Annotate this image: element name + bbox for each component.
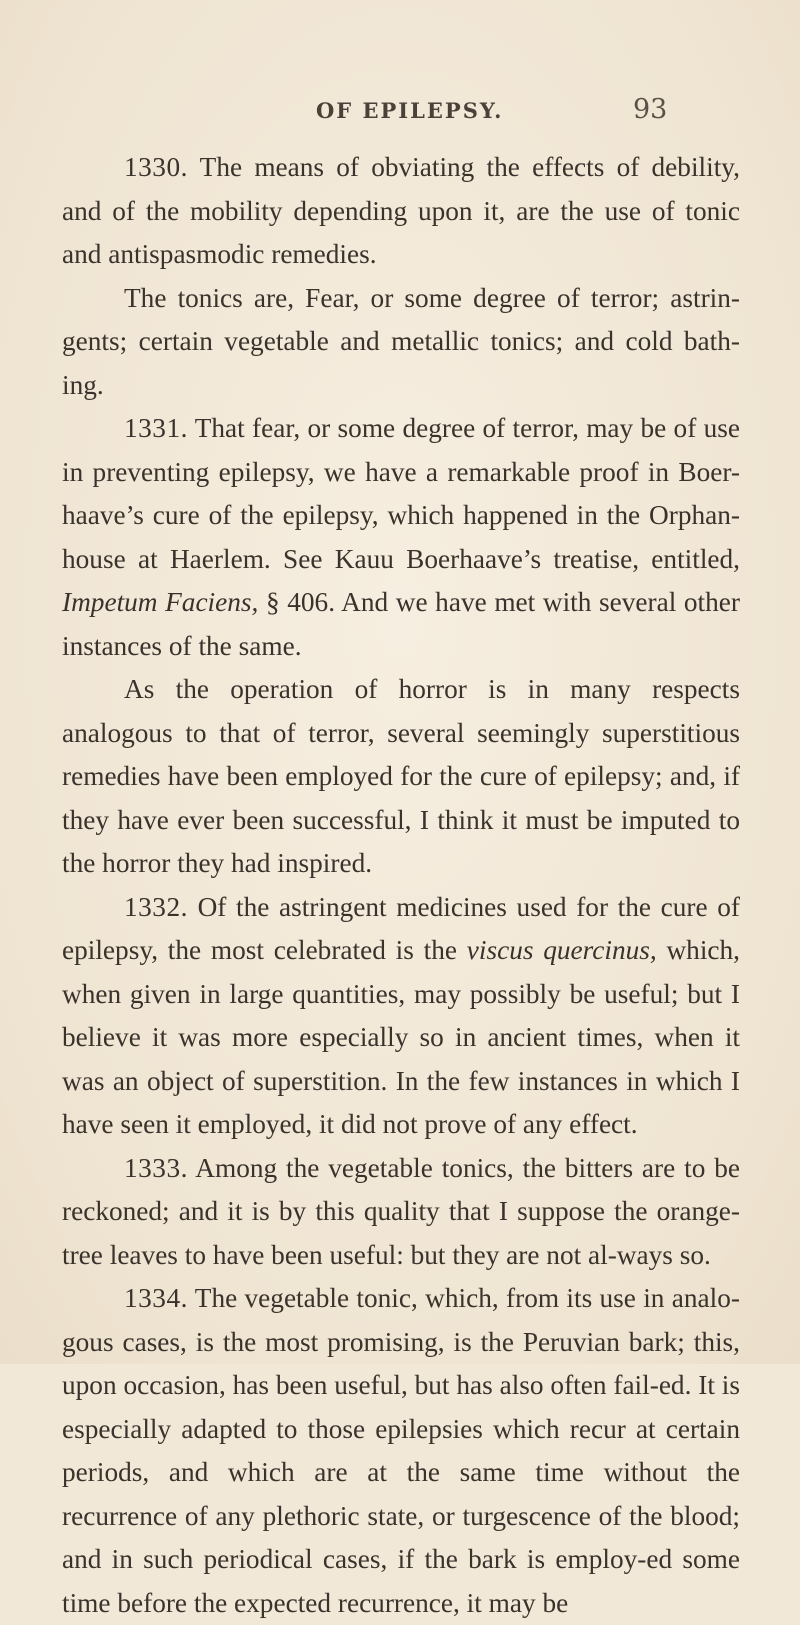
paragraph-horror [62,668,740,886]
paragraph-number: 1330. [124,152,188,182]
paragraph-number: 1334. [124,1283,188,1313]
paragraph-1333 [62,1147,740,1278]
paragraph-1330 [62,146,740,277]
paragraph-text: Of the astringent medicines used for the cure of epilepsy, the most celebrated is the [62,891,740,965]
italic-term: viscus quercinus, [466,935,657,965]
paragraph-1332 [62,886,740,1147]
page-number: 93 [633,94,668,125]
paragraph-tonics [62,277,740,408]
body-text [62,146,740,1625]
italic-title: Impetum Faciens, [62,587,259,617]
paragraph-text: Among the vegetable tonics, the bitters are to be reckoned; and it is by this quality that I suppose the orange-tree leaves to have been useful: but they are not al-ways so. [62,1152,740,1270]
paragraph-text: As the operation of horror is in many respects analogous to that of terror, several seemingly superstitious remedies have been employed for the cure of epilepsy; and, if they have ever been successful, I think it must be imputed to the horror they had inspired. [62,674,740,878]
paragraph-text: That fear, or some degree of terror, may be of use in preventing epilepsy, we have a remarkable proof in Boer-haave’s cure of the epilepsy, which happened in the Orphan-house at Haerlem. See Kauu Boerhaave’s treatise, entitled, [62,413,740,574]
paragraph-1331 [62,407,740,668]
paragraph-number: 1331. [124,413,188,443]
paragraph-1334 [62,1277,740,1625]
paragraph-text-continued: § 406. And we have met with several other instances of the same. [62,587,740,661]
paragraph-number: 1332. [124,891,188,922]
running-head [0,94,800,138]
paragraph-text: The means of obviating the effects of debility, and of the mobility depending upon it, are the use of tonic and antispasmodic remedies. [62,152,740,269]
paragraph-text: The tonics are, Fear, or some degree of terror; astrin-gents; certain vegetable and metallic tonics; and cold bath-ing. [62,282,740,400]
paragraph-text: The vegetable tonic, which, from its use in analo-gous cases, is the most promising, is the Peruvian bark; this, upon occasion, has been useful, but has also often fail-ed. It is especially adapted to those epilepsies which recur at certain periods, and which are at the same time without the recurrence of any plethoric state, or turgescence of the blood; and in such periodical cases, if the bark is employ-ed some time before the expected recurrence, it may be [62,1283,740,1618]
paragraph-number: 1333. [124,1152,188,1183]
paragraph-text-continued: which, when given in large quantities, may possibly be useful; but I believe it was more especially so in ancient times, when it was an object of superstition. In the few instances in which I have seen it employed, it did not prove of any effect. [62,935,741,1139]
running-title: OF EPILEPSY. [316,98,504,123]
